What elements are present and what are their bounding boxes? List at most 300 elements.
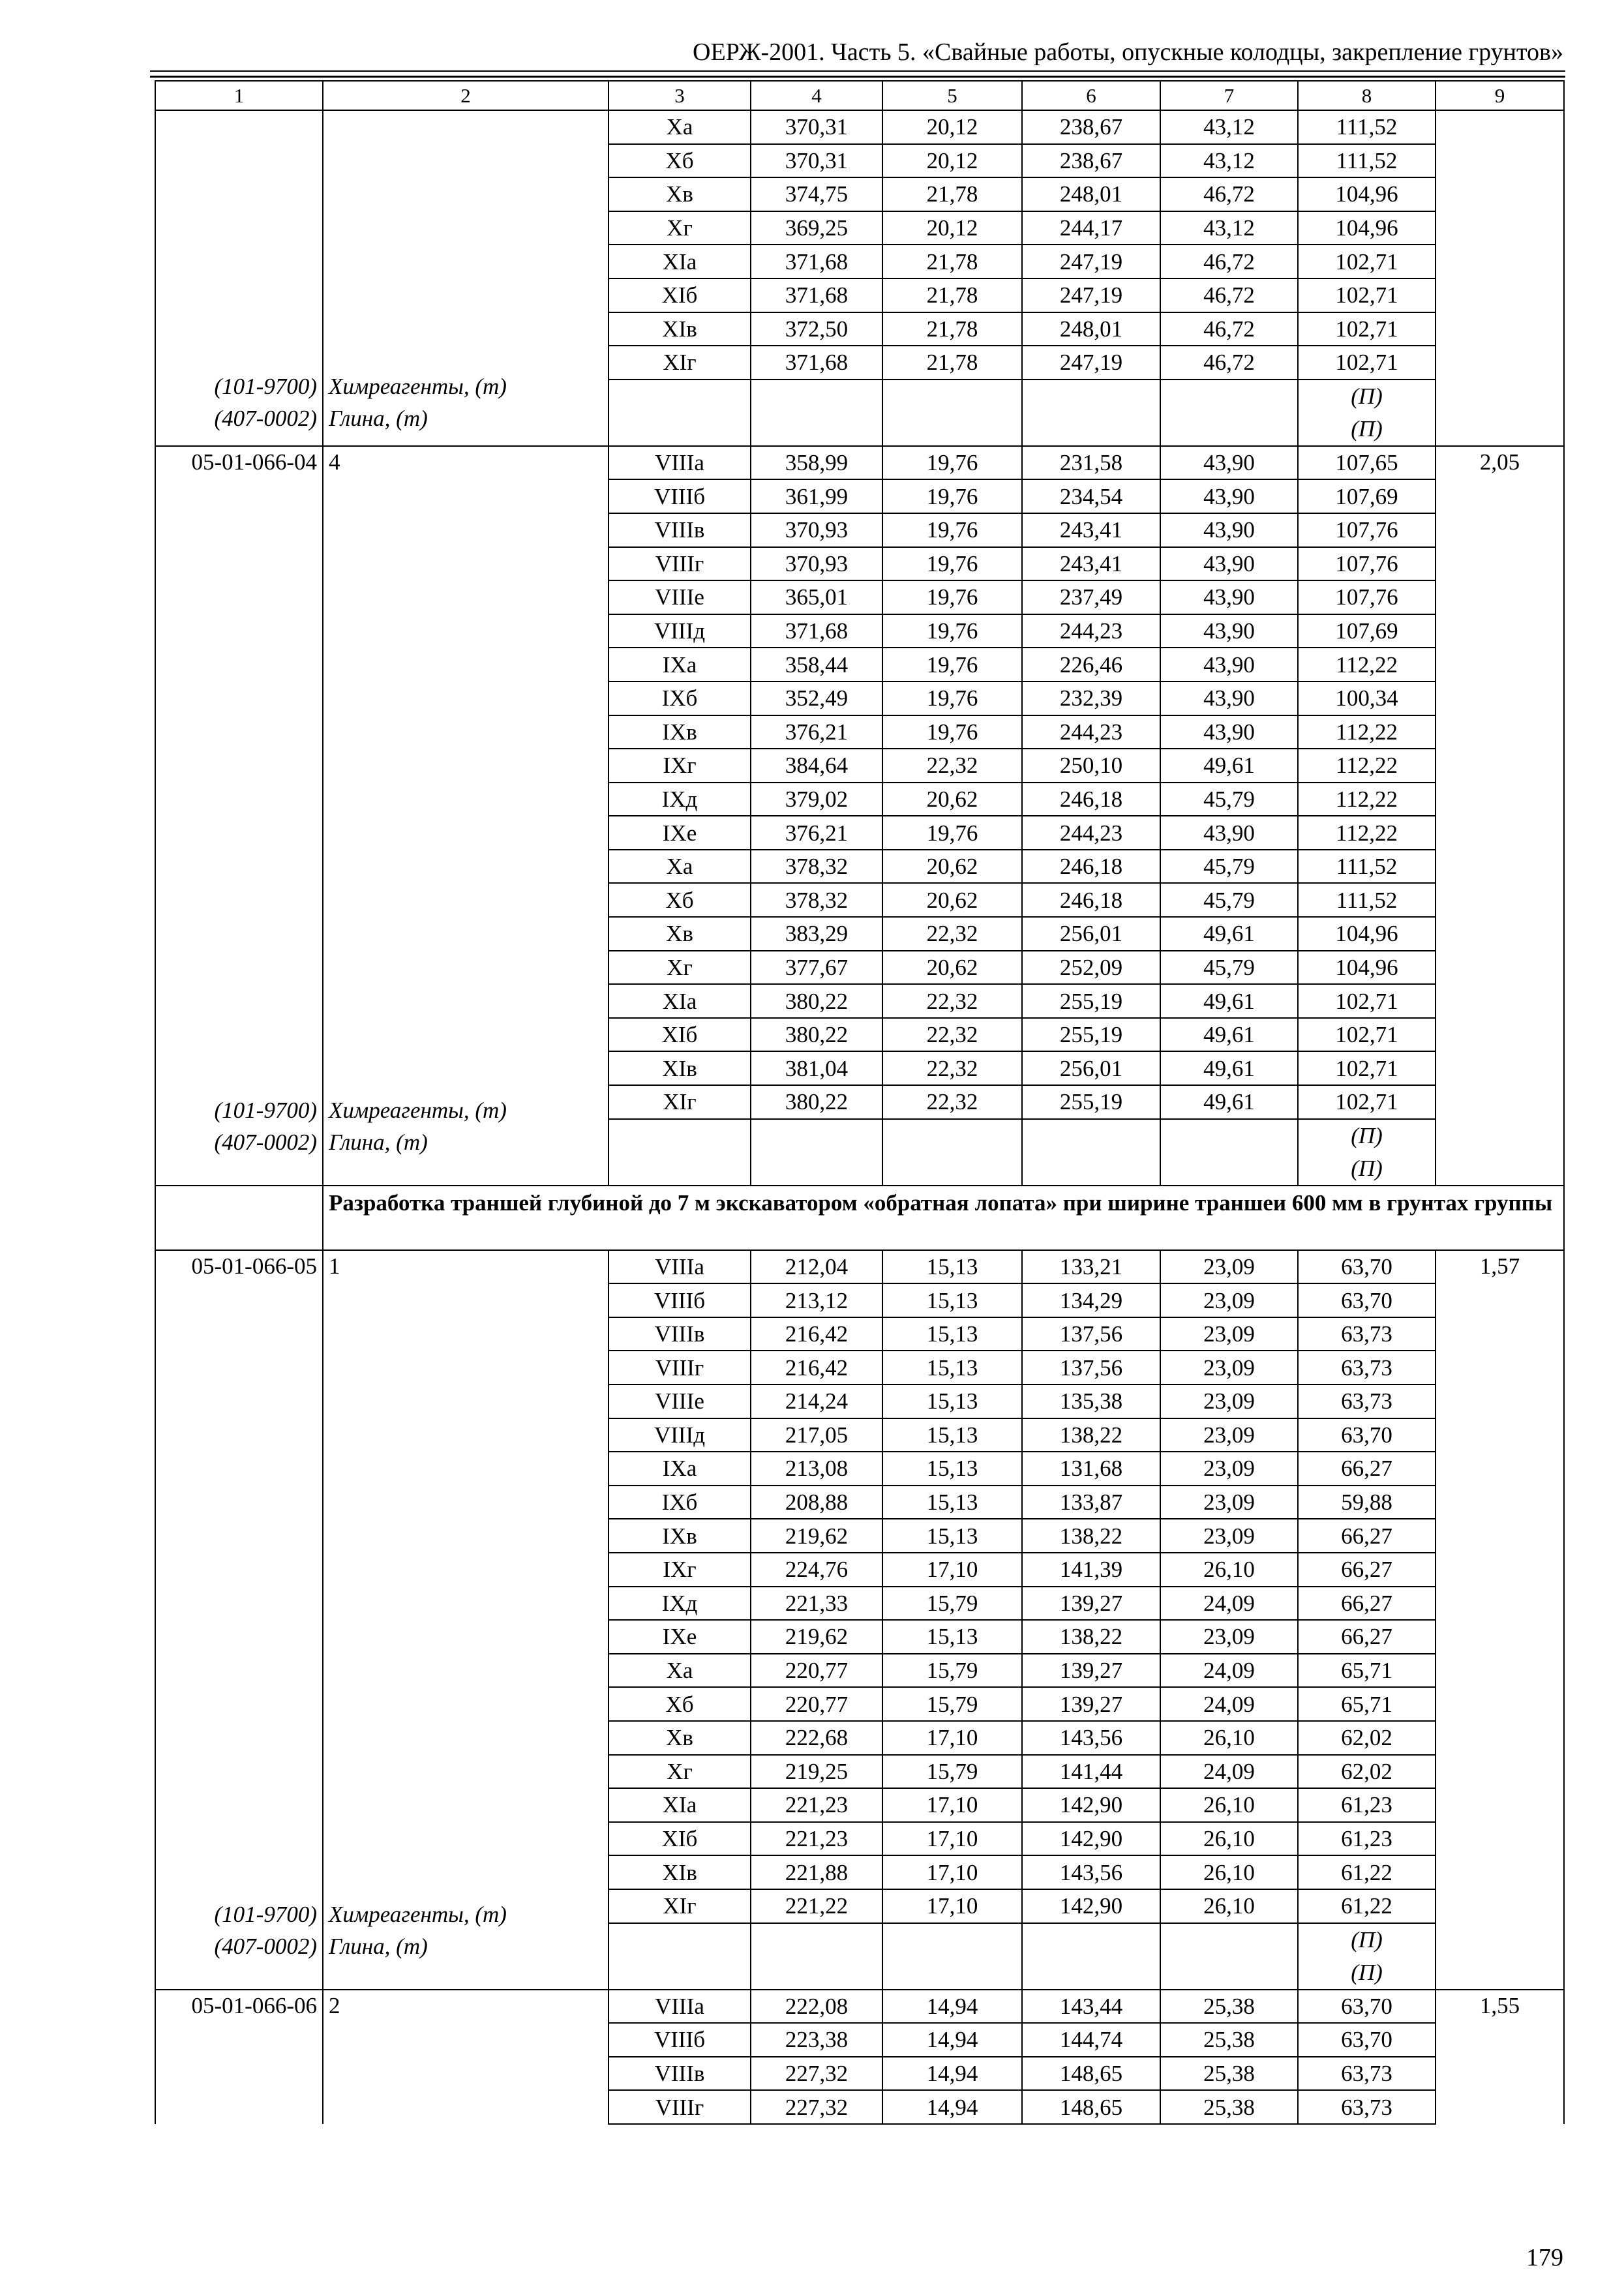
region-code: VIIIг bbox=[609, 547, 751, 581]
region-code: VIIIa bbox=[609, 1990, 751, 2024]
value-cell: 22,32 bbox=[882, 917, 1022, 951]
material-unit: (П) bbox=[1298, 1152, 1436, 1186]
region-code: Xa bbox=[609, 850, 751, 884]
region-code: XIa bbox=[609, 245, 751, 278]
value-cell: 46,72 bbox=[1160, 346, 1298, 380]
value-cell: 227,32 bbox=[751, 2090, 882, 2124]
value-cell: 231,58 bbox=[1022, 446, 1160, 480]
value-cell: 66,27 bbox=[1298, 1519, 1436, 1553]
value-cell: 49,61 bbox=[1160, 984, 1298, 1018]
value-cell: 63,70 bbox=[1298, 1418, 1436, 1452]
value-cell: 244,17 bbox=[1022, 211, 1160, 245]
value-cell: 243,41 bbox=[1022, 547, 1160, 581]
material-name: Глина, (т) bbox=[329, 1130, 428, 1156]
material-code: (407-0002) bbox=[214, 1130, 317, 1156]
value-cell: 63,70 bbox=[1298, 1250, 1436, 1284]
value-cell: 142,90 bbox=[1022, 1788, 1160, 1822]
value-cell: 43,12 bbox=[1160, 144, 1298, 178]
value-cell: 107,69 bbox=[1298, 479, 1436, 513]
value-cell: 219,25 bbox=[751, 1755, 882, 1789]
material-code: (101-9700) bbox=[214, 1901, 317, 1927]
material-code: (101-9700) bbox=[214, 1097, 317, 1123]
value-cell: 45,79 bbox=[1160, 850, 1298, 884]
value-cell: 43,90 bbox=[1160, 648, 1298, 681]
value-cell: 107,65 bbox=[1298, 446, 1436, 480]
material-unit: (П) bbox=[1298, 413, 1436, 446]
empty-cell bbox=[1160, 1119, 1298, 1152]
value-cell: 100,34 bbox=[1298, 681, 1436, 715]
value-cell: 112,22 bbox=[1298, 648, 1436, 681]
value-cell: 61,22 bbox=[1298, 1889, 1436, 1923]
value-cell: 220,77 bbox=[751, 1687, 882, 1721]
value-cell: 43,90 bbox=[1160, 513, 1298, 547]
value-cell: 59,88 bbox=[1298, 1486, 1436, 1519]
value-cell: 45,79 bbox=[1160, 951, 1298, 985]
value-cell: 22,32 bbox=[882, 749, 1022, 783]
value-cell: 371,68 bbox=[751, 278, 882, 312]
value-cell: 256,01 bbox=[1022, 917, 1160, 951]
value-cell: 102,71 bbox=[1298, 1085, 1436, 1119]
value-cell: 141,44 bbox=[1022, 1755, 1160, 1789]
region-code: XIв bbox=[609, 1855, 751, 1889]
value-cell: 66,27 bbox=[1298, 1553, 1436, 1587]
value-cell: 222,68 bbox=[751, 1721, 882, 1755]
value-cell: 213,12 bbox=[751, 1283, 882, 1317]
value-cell: 21,78 bbox=[882, 278, 1022, 312]
value-cell: 20,62 bbox=[882, 783, 1022, 816]
empty-cell bbox=[1160, 1923, 1298, 1956]
value-cell: 20,12 bbox=[882, 144, 1022, 178]
value-cell: 15,13 bbox=[882, 1317, 1022, 1351]
empty-cell bbox=[1022, 1152, 1160, 1186]
value-cell: 62,02 bbox=[1298, 1755, 1436, 1789]
value-cell: 15,79 bbox=[882, 1587, 1022, 1621]
value-cell: 248,01 bbox=[1022, 177, 1160, 211]
material-unit: (П) bbox=[1298, 380, 1436, 413]
value-cell: 102,71 bbox=[1298, 1051, 1436, 1085]
value-cell: 244,23 bbox=[1022, 614, 1160, 648]
region-code: IXг bbox=[609, 1553, 751, 1587]
value-cell: 20,62 bbox=[882, 951, 1022, 985]
value-cell: 23,09 bbox=[1160, 1452, 1298, 1486]
value-cell: 102,71 bbox=[1298, 984, 1436, 1018]
value-cell: 133,87 bbox=[1022, 1486, 1160, 1519]
material-unit: (П) bbox=[1298, 1119, 1436, 1152]
soil-group: 2 bbox=[323, 1990, 609, 2124]
page-number: 179 bbox=[1526, 2244, 1563, 2271]
value-cell: 43,90 bbox=[1160, 816, 1298, 850]
value-cell: 15,13 bbox=[882, 1519, 1022, 1553]
value-cell: 137,56 bbox=[1022, 1317, 1160, 1351]
value-cell: 15,13 bbox=[882, 1620, 1022, 1654]
value-cell: 23,09 bbox=[1160, 1384, 1298, 1418]
table-row bbox=[155, 1250, 1564, 1284]
value-cell: 24,09 bbox=[1160, 1587, 1298, 1621]
value-cell: 111,52 bbox=[1298, 850, 1436, 884]
value-cell: 371,68 bbox=[751, 245, 882, 278]
region-code: XIг bbox=[609, 1085, 751, 1119]
region-code: VIIIa bbox=[609, 446, 751, 480]
table-row bbox=[155, 446, 1564, 480]
value-cell: 216,42 bbox=[751, 1317, 882, 1351]
value-cell: 14,94 bbox=[882, 2057, 1022, 2091]
empty-cell bbox=[882, 1923, 1022, 1956]
empty-cell bbox=[751, 1119, 882, 1152]
coefficient: 2,05 bbox=[1436, 446, 1564, 1186]
value-cell: 14,94 bbox=[882, 2023, 1022, 2057]
region-code: IXe bbox=[609, 816, 751, 850]
value-cell: 244,23 bbox=[1022, 715, 1160, 749]
value-cell: 143,44 bbox=[1022, 1990, 1160, 2024]
empty-cell bbox=[882, 380, 1022, 413]
value-cell: 361,99 bbox=[751, 479, 882, 513]
empty-cell bbox=[1160, 413, 1298, 446]
region-code: IXб bbox=[609, 681, 751, 715]
value-cell: 138,22 bbox=[1022, 1620, 1160, 1654]
value-cell: 25,38 bbox=[1160, 2090, 1298, 2124]
material-unit: (П) bbox=[1298, 1956, 1436, 1990]
value-cell: 374,75 bbox=[751, 177, 882, 211]
value-cell: 358,99 bbox=[751, 446, 882, 480]
region-code: IXд bbox=[609, 783, 751, 816]
header-rule bbox=[150, 70, 1565, 72]
value-cell: 104,96 bbox=[1298, 917, 1436, 951]
empty-cell bbox=[609, 413, 751, 446]
value-cell: 112,22 bbox=[1298, 816, 1436, 850]
region-code: Xa bbox=[609, 110, 751, 144]
value-cell: 244,23 bbox=[1022, 816, 1160, 850]
value-cell: 221,22 bbox=[751, 1889, 882, 1923]
value-cell: 370,31 bbox=[751, 144, 882, 178]
value-cell: 26,10 bbox=[1160, 1553, 1298, 1587]
empty-cell bbox=[609, 1923, 751, 1956]
region-code: VIIIг bbox=[609, 2090, 751, 2124]
value-cell: 61,23 bbox=[1298, 1788, 1436, 1822]
value-cell: 19,76 bbox=[882, 648, 1022, 681]
value-cell: 138,22 bbox=[1022, 1519, 1160, 1553]
value-cell: 22,32 bbox=[882, 1018, 1022, 1052]
region-code: VIIIд bbox=[609, 1418, 751, 1452]
value-cell: 139,27 bbox=[1022, 1687, 1160, 1721]
value-cell: 102,71 bbox=[1298, 245, 1436, 278]
region-code: Xб bbox=[609, 1687, 751, 1721]
value-cell: 141,39 bbox=[1022, 1553, 1160, 1587]
empty-cell bbox=[1160, 1152, 1298, 1186]
material-name: Химреагенты, (т) bbox=[329, 1901, 507, 1927]
column-header: 2 bbox=[323, 81, 609, 110]
region-code: VIIIб bbox=[609, 479, 751, 513]
region-code: VIIIг bbox=[609, 1351, 751, 1384]
value-cell: 144,74 bbox=[1022, 2023, 1160, 2057]
value-cell: 246,18 bbox=[1022, 783, 1160, 816]
value-cell: 255,19 bbox=[1022, 984, 1160, 1018]
value-cell: 19,76 bbox=[882, 513, 1022, 547]
column-header: 5 bbox=[882, 81, 1022, 110]
value-cell: 23,09 bbox=[1160, 1519, 1298, 1553]
value-cell: 107,69 bbox=[1298, 614, 1436, 648]
region-code: XIб bbox=[609, 1018, 751, 1052]
empty-cell bbox=[609, 1956, 751, 1990]
value-cell: 43,12 bbox=[1160, 211, 1298, 245]
value-cell: 43,90 bbox=[1160, 446, 1298, 480]
rate-code: 05-01-066-06 bbox=[155, 1990, 323, 2124]
value-cell: 234,54 bbox=[1022, 479, 1160, 513]
value-cell: 26,10 bbox=[1160, 1788, 1298, 1822]
page-header-title: ОЕРЖ-2001. Часть 5. «Свайные работы, опускные колодцы, закрепление грунтов» bbox=[693, 38, 1563, 66]
region-code: VIIIв bbox=[609, 2057, 751, 2091]
value-cell: 23,09 bbox=[1160, 1620, 1298, 1654]
column-header: 6 bbox=[1022, 81, 1160, 110]
value-cell: 213,08 bbox=[751, 1452, 882, 1486]
value-cell: 222,08 bbox=[751, 1990, 882, 2024]
value-cell: 63,73 bbox=[1298, 1351, 1436, 1384]
value-cell: 49,61 bbox=[1160, 1018, 1298, 1052]
section-heading: Разработка траншей глубиной до 7 м экскаватором «обратная лопата» при ширине траншеи 600 мм в грунтах группы bbox=[323, 1186, 1564, 1250]
value-cell: 107,76 bbox=[1298, 580, 1436, 614]
value-cell: 138,22 bbox=[1022, 1418, 1160, 1452]
value-cell: 372,50 bbox=[751, 312, 882, 346]
value-cell: 112,22 bbox=[1298, 715, 1436, 749]
region-code: VIIIб bbox=[609, 2023, 751, 2057]
region-code: VIIIe bbox=[609, 580, 751, 614]
value-cell: 370,93 bbox=[751, 513, 882, 547]
empty-cell bbox=[882, 413, 1022, 446]
value-cell: 370,31 bbox=[751, 110, 882, 144]
value-cell: 381,04 bbox=[751, 1051, 882, 1085]
value-cell: 26,10 bbox=[1160, 1721, 1298, 1755]
value-cell: 102,71 bbox=[1298, 1018, 1436, 1052]
value-cell: 49,61 bbox=[1160, 917, 1298, 951]
section-heading-row bbox=[155, 1186, 1564, 1250]
value-cell: 21,78 bbox=[882, 177, 1022, 211]
value-cell: 15,13 bbox=[882, 1250, 1022, 1284]
value-cell: 247,19 bbox=[1022, 278, 1160, 312]
coefficient bbox=[1436, 110, 1564, 446]
column-header: 1 bbox=[155, 81, 323, 110]
region-code: XIб bbox=[609, 278, 751, 312]
value-cell: 139,27 bbox=[1022, 1654, 1160, 1688]
value-cell: 43,90 bbox=[1160, 715, 1298, 749]
header-rule-thick bbox=[150, 76, 1565, 78]
value-cell: 63,70 bbox=[1298, 1990, 1436, 2024]
value-cell: 221,23 bbox=[751, 1788, 882, 1822]
empty-cell bbox=[1022, 1119, 1160, 1152]
region-code: Xб bbox=[609, 883, 751, 917]
value-cell: 15,79 bbox=[882, 1654, 1022, 1688]
value-cell: 107,76 bbox=[1298, 513, 1436, 547]
value-cell: 148,65 bbox=[1022, 2057, 1160, 2091]
value-cell: 221,33 bbox=[751, 1587, 882, 1621]
value-cell: 22,32 bbox=[882, 1085, 1022, 1119]
column-header: 9 bbox=[1436, 81, 1564, 110]
column-header: 8 bbox=[1298, 81, 1436, 110]
value-cell: 15,13 bbox=[882, 1452, 1022, 1486]
material-name: Глина, (т) bbox=[329, 1934, 428, 1960]
value-cell: 248,01 bbox=[1022, 312, 1160, 346]
value-cell: 223,38 bbox=[751, 2023, 882, 2057]
value-cell: 46,72 bbox=[1160, 312, 1298, 346]
value-cell: 21,78 bbox=[882, 245, 1022, 278]
value-cell: 142,90 bbox=[1022, 1889, 1160, 1923]
coefficient: 1,57 bbox=[1436, 1250, 1564, 1990]
value-cell: 143,56 bbox=[1022, 1855, 1160, 1889]
empty-cell bbox=[1022, 413, 1160, 446]
column-header: 7 bbox=[1160, 81, 1298, 110]
value-cell: 49,61 bbox=[1160, 749, 1298, 783]
value-cell: 63,70 bbox=[1298, 2023, 1436, 2057]
column-header: 4 bbox=[751, 81, 882, 110]
value-cell: 65,71 bbox=[1298, 1687, 1436, 1721]
value-cell: 63,73 bbox=[1298, 1384, 1436, 1418]
value-cell: 26,10 bbox=[1160, 1855, 1298, 1889]
value-cell: 139,27 bbox=[1022, 1587, 1160, 1621]
value-cell: 256,01 bbox=[1022, 1051, 1160, 1085]
value-cell: 46,72 bbox=[1160, 245, 1298, 278]
value-cell: 61,23 bbox=[1298, 1822, 1436, 1856]
empty-cell bbox=[609, 1152, 751, 1186]
value-cell: 111,52 bbox=[1298, 883, 1436, 917]
value-cell: 43,12 bbox=[1160, 110, 1298, 144]
value-cell: 15,13 bbox=[882, 1351, 1022, 1384]
empty-cell bbox=[1160, 380, 1298, 413]
material-name: Химреагенты, (т) bbox=[329, 373, 507, 399]
value-cell: 135,38 bbox=[1022, 1384, 1160, 1418]
value-cell: 142,90 bbox=[1022, 1822, 1160, 1856]
value-cell: 111,52 bbox=[1298, 144, 1436, 178]
region-code: IXв bbox=[609, 1519, 751, 1553]
value-cell: 378,32 bbox=[751, 850, 882, 884]
value-cell: 19,76 bbox=[882, 681, 1022, 715]
value-cell: 63,73 bbox=[1298, 2090, 1436, 2124]
value-cell: 19,76 bbox=[882, 446, 1022, 480]
value-cell: 19,76 bbox=[882, 614, 1022, 648]
value-cell: 212,04 bbox=[751, 1250, 882, 1284]
value-cell: 380,22 bbox=[751, 984, 882, 1018]
value-cell: 214,24 bbox=[751, 1384, 882, 1418]
value-cell: 23,09 bbox=[1160, 1317, 1298, 1351]
value-cell: 25,38 bbox=[1160, 1990, 1298, 2024]
region-code: Xг bbox=[609, 951, 751, 985]
empty-cell bbox=[751, 413, 882, 446]
value-cell: 26,10 bbox=[1160, 1889, 1298, 1923]
column-header: 3 bbox=[609, 81, 751, 110]
value-cell: 365,01 bbox=[751, 580, 882, 614]
region-code: VIIIв bbox=[609, 1317, 751, 1351]
value-cell: 43,90 bbox=[1160, 614, 1298, 648]
region-code: Xг bbox=[609, 211, 751, 245]
region-code: VIIIб bbox=[609, 1283, 751, 1317]
value-cell: 15,13 bbox=[882, 1486, 1022, 1519]
value-cell: 66,27 bbox=[1298, 1620, 1436, 1654]
value-cell: 15,79 bbox=[882, 1687, 1022, 1721]
value-cell: 383,29 bbox=[751, 917, 882, 951]
value-cell: 45,79 bbox=[1160, 783, 1298, 816]
value-cell: 63,73 bbox=[1298, 2057, 1436, 2091]
region-code: Xв bbox=[609, 917, 751, 951]
price-table bbox=[155, 80, 1565, 2125]
column-header-row bbox=[155, 81, 1564, 110]
value-cell: 255,19 bbox=[1022, 1085, 1160, 1119]
value-cell: 43,90 bbox=[1160, 479, 1298, 513]
value-cell: 371,68 bbox=[751, 614, 882, 648]
region-code: Xв bbox=[609, 177, 751, 211]
value-cell: 65,71 bbox=[1298, 1654, 1436, 1688]
empty-cell bbox=[751, 380, 882, 413]
value-cell: 17,10 bbox=[882, 1822, 1022, 1856]
region-code: XIa bbox=[609, 984, 751, 1018]
value-cell: 220,77 bbox=[751, 1654, 882, 1688]
value-cell: 148,65 bbox=[1022, 2090, 1160, 2124]
value-cell: 376,21 bbox=[751, 816, 882, 850]
value-cell: 247,19 bbox=[1022, 346, 1160, 380]
value-cell: 49,61 bbox=[1160, 1085, 1298, 1119]
material-name: Глина, (т) bbox=[329, 406, 428, 432]
value-cell: 246,18 bbox=[1022, 850, 1160, 884]
value-cell: 63,70 bbox=[1298, 1283, 1436, 1317]
soil-group: 4 Химреагенты, (т) Глина, (т) bbox=[323, 446, 609, 1186]
region-code: Xб bbox=[609, 144, 751, 178]
value-cell: 62,02 bbox=[1298, 1721, 1436, 1755]
value-cell: 61,22 bbox=[1298, 1855, 1436, 1889]
empty-cell bbox=[751, 1923, 882, 1956]
value-cell: 17,10 bbox=[882, 1553, 1022, 1587]
value-cell: 23,09 bbox=[1160, 1418, 1298, 1452]
region-code: XIг bbox=[609, 1889, 751, 1923]
value-cell: 217,05 bbox=[751, 1418, 882, 1452]
value-cell: 19,76 bbox=[882, 479, 1022, 513]
value-cell: 208,88 bbox=[751, 1486, 882, 1519]
value-cell: 25,38 bbox=[1160, 2057, 1298, 2091]
value-cell: 14,94 bbox=[882, 1990, 1022, 2024]
value-cell: 247,19 bbox=[1022, 245, 1160, 278]
region-code: IXб bbox=[609, 1486, 751, 1519]
empty-cell bbox=[751, 1956, 882, 1990]
material-code: (407-0002) bbox=[214, 406, 317, 432]
value-cell: 19,76 bbox=[882, 580, 1022, 614]
material-code: (101-9700) bbox=[214, 373, 317, 399]
section-empty-cell bbox=[155, 1186, 323, 1250]
rate-code: 05-01-066-05 (101-9700) (407-0002) bbox=[155, 1250, 323, 1990]
value-cell: 19,76 bbox=[882, 816, 1022, 850]
value-cell: 378,32 bbox=[751, 883, 882, 917]
region-code: XIa bbox=[609, 1788, 751, 1822]
value-cell: 43,90 bbox=[1160, 580, 1298, 614]
value-cell: 15,13 bbox=[882, 1418, 1022, 1452]
empty-cell bbox=[1022, 1956, 1160, 1990]
value-cell: 104,96 bbox=[1298, 177, 1436, 211]
value-cell: 131,68 bbox=[1022, 1452, 1160, 1486]
value-cell: 24,09 bbox=[1160, 1654, 1298, 1688]
empty-cell bbox=[882, 1119, 1022, 1152]
value-cell: 111,52 bbox=[1298, 110, 1436, 144]
region-code: Xг bbox=[609, 1755, 751, 1789]
value-cell: 15,13 bbox=[882, 1283, 1022, 1317]
value-cell: 20,12 bbox=[882, 110, 1022, 144]
region-code: XIг bbox=[609, 346, 751, 380]
soil-group: 1 Химреагенты, (т) Глина, (т) bbox=[323, 1250, 609, 1990]
value-cell: 19,76 bbox=[882, 715, 1022, 749]
empty-cell bbox=[609, 380, 751, 413]
value-cell: 384,64 bbox=[751, 749, 882, 783]
table-row bbox=[155, 1990, 1564, 2024]
region-code: VIIIв bbox=[609, 513, 751, 547]
value-cell: 23,09 bbox=[1160, 1486, 1298, 1519]
soil-group bbox=[323, 110, 609, 446]
value-cell: 112,22 bbox=[1298, 749, 1436, 783]
value-cell: 143,56 bbox=[1022, 1721, 1160, 1755]
region-code: IXг bbox=[609, 749, 751, 783]
value-cell: 224,76 bbox=[751, 1553, 882, 1587]
